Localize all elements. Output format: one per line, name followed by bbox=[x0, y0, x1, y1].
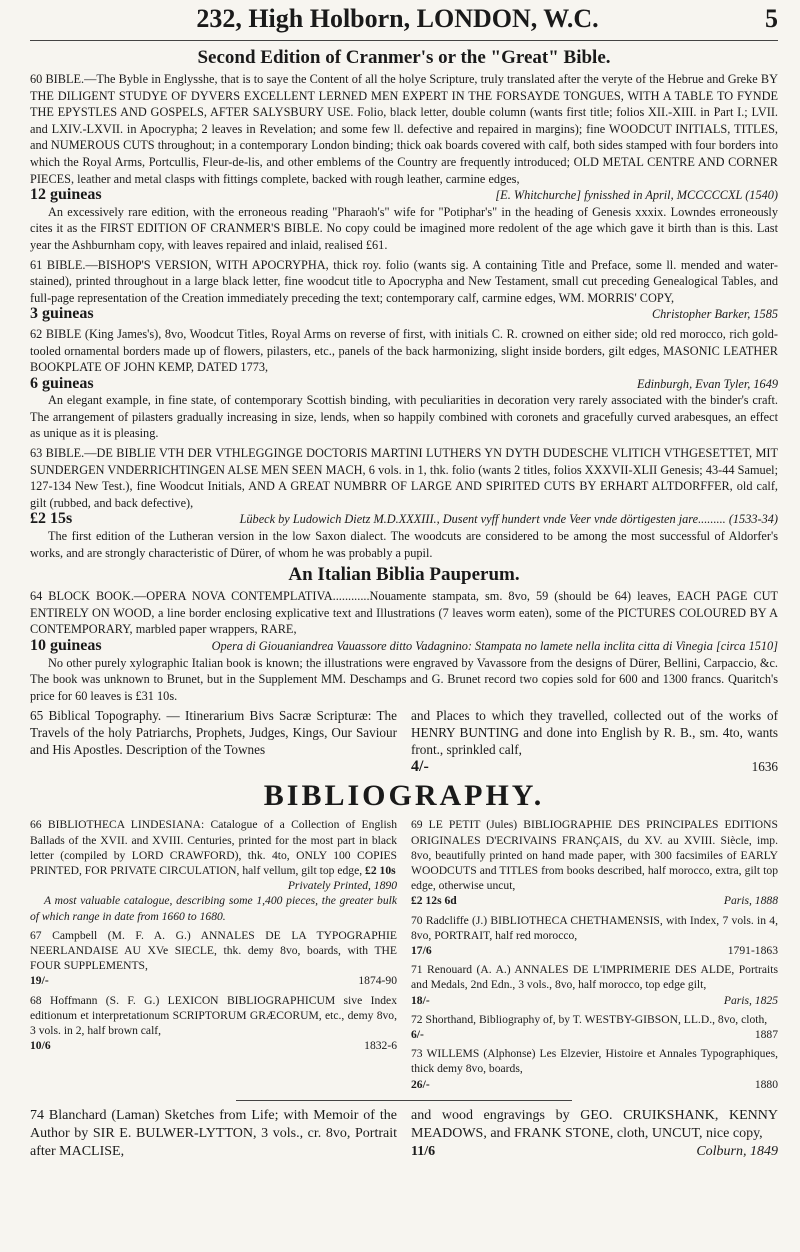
page-header-title: 232, High Holborn, LONDON, W.C. bbox=[196, 4, 599, 33]
entry-price: 11/6 bbox=[411, 1143, 436, 1159]
entry-price: 17/6 bbox=[411, 944, 432, 957]
entry-text: 63 BIBLE.—DE BIBLIE VTH DER VTHLEGGINGE DOCTORIS MARTINI LUTHERS YN DYTH DUDESCHE VLITICH VTHGESETTET, MIT SUNDERGEN VNDERRICHTINGEN ALSE MEN SEEN MACH, 6 vols. in 1, thk. folio (wants 2 titles, folios XXXVII-XLII Genesis; 43-44 Samuel; 127-134 New Test.), fine Woodcut Initials, AND A GREAT NUMBRR OF LARGE AND SPIRITED CUTS BY ERHART ALTDORFFER, old calf, gilt (rubbed, and back defective), bbox=[30, 446, 778, 510]
entry-tail bbox=[30, 376, 778, 393]
entry-tail bbox=[30, 638, 778, 655]
entry-imprint: 1887 bbox=[754, 1028, 778, 1042]
subsection-title: An Italian Biblia Pauperum. bbox=[288, 564, 520, 586]
catalogue-entry-68 bbox=[30, 993, 397, 1054]
entry-text: 60 BIBLE.—The Byble in Englysshe, that is to saye the Content of all the holye Scripture, truly translated after the veryte of the Hebrue and Greke BY THE DILIGENT STUDYE OF DYVERS EXCELLENT LERNED MEN EXPERT IN THE FORSAYDE TONGUES, WITH A TABLE TO FYNDE THE EPYSTLES AND GOSPELS, AFTER SALYSBURY USE. Folio, black letter, double column (wants first title; folios XII.-XIII. in Part I.; LVII. and LXIV.-LXVII. in Apocrypha; 2 leaves in Revelation; and some few ll. defective and repaired in margins); fine WOODCUT INITIALS, TITLES, and NUMEROUS CUTS throughout; in a contemporary London binding; thick oak boards covered with calf, both sides stamped with four borders into which the Royal Arms, Portcullis, Fleur-de-lis, and other emblems of the Country are frequently introduced; OLD METAL CENTRE AND CORNER PIECES, leather and metal clasps with fittings complete, backed with rough leather, carmine edges, bbox=[30, 72, 778, 186]
entry-text: 73 WILLEMS (Alphonse) Les Elzevier, Histoire et Annales Typographiques, thick demy 8vo, boards, bbox=[411, 1047, 778, 1076]
entry-imprint: Lübeck by Ludowich Dietz M.D.XXXIII., Dusent vyff hundert vnde Veer vnde dörtigesten jare......... (1533-34) bbox=[239, 512, 778, 527]
entry-text: 70 Radcliffe (J.) BIBLIOTHECA CHETHAMENSIS, with Index, 7 vols. in 4, 8vo, PORTRAIT, half red morocco, bbox=[411, 913, 778, 942]
entry-price: 18/- bbox=[411, 993, 430, 1007]
section-divider bbox=[236, 1100, 573, 1101]
entry-year: 1636 bbox=[751, 759, 778, 775]
catalogue-entry-72 bbox=[411, 1012, 778, 1042]
entry-74-right bbox=[411, 1107, 778, 1161]
entry-imprint: 1791-1863 bbox=[727, 944, 778, 957]
entry-imprint: Paris, 1888 bbox=[723, 894, 778, 908]
catalogue-entry-74 bbox=[30, 1107, 778, 1161]
entry-text: 62 BIBLE (King James's), 8vo, Woodcut Titles, Royal Arms on reverse of first, with initials C. R. crowned on either side; old red morocco, rich gold-tooled ornamental borders made up of flowers, pilasters, etc., panels of the back harmonizing, slight inside borders, gilt edges, MASONIC LEATHER BOOKPLATE OF JOHN KEMP, DATED 1773, bbox=[30, 326, 778, 375]
entry-65-right-text: and Places to which they travelled, collected out of the works of HENRY BUNTING and done into English by R. B., sm. 4to, wants front., sprinkled calf, bbox=[411, 708, 778, 758]
catalogue-entry-64 bbox=[30, 588, 778, 704]
entry-note: An elegant example, in fine state, of contemporary Scottish binding, with peculiarities in decoration very rarely associated with the binder's craft. The arrangement of pilasters gradually increasing in size, lends, when so happily combined with coronets and gracefully curved arabesques, an effect as unique as it is pleasing. bbox=[30, 393, 778, 441]
catalogue-entry-67 bbox=[30, 928, 397, 989]
entry-text: 64 BLOCK BOOK.—OPERA NOVA CONTEMPLATIVA............Nouamente stampata, sm. 8vo, 59 (should be 64) leaves, EACH PAGE CUT ENTIRELY ON WOOD, a line border enclosing explicative text and Illustrations (7 leaves worm eaten), some of the PICTURES COLOURED BY A CONTEMPORARY, marbled paper wrappers, RARE, bbox=[30, 589, 778, 637]
entry-74-tail bbox=[411, 1143, 778, 1161]
entry-imprint: 1832-6 bbox=[364, 1039, 397, 1053]
entry-65-right bbox=[411, 707, 778, 775]
entry-note: No other purely xylographic Italian book is known; the illustrations were engraved by Vavassore from the designs of Dürer, Bellini, Carpaccio, &c. The book was unknown to Brunet, but in the Supplement MM. Deschamps and G. Brunet record two copies sold for 600 and 1300 francs. Quaritch's price for 60 leaves is £31 10s. bbox=[30, 655, 778, 703]
entry-price: £2 10s bbox=[365, 863, 396, 877]
entry-note: An excessively rare edition, with the erroneous reading "Pharaoh's" wife for "Potiphar's" in the heading of Genesis xxxix. Lowndes erroneously cites it as the FIRST EDITION OF CRANMER'S BIBLE. No copy could be imagined more redolent of the age which gave it birth than is this. Last year the Ashburnham copy, with leaves repaired and inlaid, realised £61. bbox=[30, 204, 778, 252]
catalogue-entry-69 bbox=[411, 817, 778, 908]
entry-text: 67 Campbell (M. F. A. G.) ANNALES DE LA TYPOGRAPHIE NEERLANDAISE AU XVe SIECLE, thk. demy 8vo, boards, with THE FOUR SUPPLEMENTS, bbox=[30, 928, 397, 973]
entry-imprint: Opera di Giouaniandrea Vauassore ditto Vadagnino: Stampata no lamete nella inclita citta di Vinegia [circa 1510] bbox=[211, 639, 778, 653]
entry-note: The first edition of the Lutheran version in the low Saxon dialect. The woodcuts are considered to be among the most successful of Aldorfer's works, and are strongly characteristic of Dürer, of whom he was probably a pupil. bbox=[30, 529, 778, 560]
entry-price: 10 guineas bbox=[30, 637, 102, 654]
catalogue-entry-60 bbox=[30, 71, 778, 254]
catalogue-entry-62 bbox=[30, 326, 778, 442]
entry-imprint: Christopher Barker, 1585 bbox=[651, 307, 778, 322]
bibliography-right-column bbox=[411, 817, 778, 1095]
section-title: Second Edition of Cranmer's or the "Great" Bible. bbox=[197, 47, 611, 68]
entry-price: 3 guineas bbox=[30, 305, 94, 323]
catalogue-entry-71 bbox=[411, 962, 778, 1008]
page-number: 5 bbox=[765, 4, 778, 33]
catalogue-entry-63 bbox=[30, 445, 778, 561]
entry-text: 68 Hoffmann (S. F. G.) LEXICON BIBLIOGRAPHICUM sive Index editionum et interpretationum SCRIPTORUM GRÆCORUM, etc., demy 8vo, 3 vols. in 2, half brown calf, bbox=[30, 993, 397, 1038]
catalogue-entry-65 bbox=[30, 707, 778, 775]
entry-65-tail bbox=[411, 758, 778, 775]
entry-text: 71 Renouard (A. A.) ANNALES DE L'IMPRIMERIE DES ALDE, Portraits and Medals, 2nd Edn., 3 vols., 8vo, half morocco, top edge gilt, bbox=[411, 963, 778, 992]
entry-imprint: Privately Printed, 1890 bbox=[287, 879, 397, 893]
entry-imprint: 1880 bbox=[754, 1077, 778, 1091]
entry-imprint: [E. Whitchurche] fynisshed in April, MCCCCCXL (1540) bbox=[495, 188, 778, 203]
entry-imprint: Colburn, 1849 bbox=[696, 1143, 778, 1159]
entry-note: A most valuable catalogue, describing some 1,400 pieces, the greater bulk of which range in date from 1660 to 1680. bbox=[30, 894, 397, 923]
entry-65-left: 65 Biblical Topography. — Itinerarium Bivs Sacræ Scripturæ: The Travels of the holy Patriarchs, Prophets, Judges, Kings, Our Saviour and His Apostles. Description of the Townes bbox=[30, 708, 397, 758]
entry-price: 4/- bbox=[411, 758, 429, 776]
entry-imprint: Edinburgh, Evan Tyler, 1649 bbox=[636, 376, 778, 391]
entry-tail bbox=[30, 511, 778, 528]
bibliography-columns bbox=[30, 817, 778, 1095]
entry-74-left: 74 Blanchard (Laman) Sketches from Life; with Memoir of the Author by SIR E. BULWER-LYTTON, 3 vols., cr. 8vo, Portrait after MACLISE, bbox=[30, 1107, 397, 1159]
entry-tail bbox=[30, 306, 778, 323]
entry-74-right-text: and wood engravings by GEO. CRUIKSHANK, KENNY MEADOWS, and FRANK STONE, cloth, UNCUT, nice copy, bbox=[411, 1107, 778, 1141]
entry-text: 69 LE PETIT (Jules) BIBLIOGRAPHIE DES PRINCIPALES EDITIONS ORIGINALES D'ECRIVAINS FRANÇAIS, du XV. au XVIII. Siècle, imp. 8vo, beautifully printed on hand made paper, with 300 facsimiles of EARLY WOODCUTS and TITLES from books described, half morocco, extra, gilt top edge, otherwise uncut, bbox=[411, 818, 778, 893]
entry-text: 61 BIBLE.—BISHOP'S VERSION, WITH APOCRYPHA, thick roy. folio (wants sig. A containing Title and Preface, some ll. mended and water-stained), printed throughout in a large black letter, fine woodcut title to Apocrypha and New Testament, small cut preceding Genealogical Tables, and full-page representation of the Creation immediately preceding the text; contemporary calf, carmine edges, WM. MORRIS' COPY, bbox=[30, 257, 778, 305]
entry-price: £2 15s bbox=[30, 510, 73, 528]
entry-text: 66 BIBLIOTHECA LINDESIANA: Catalogue of a Collection of English Ballads of the XVII. and XVIII. Centuries, printed for the most part in black letter (compiled by LORD CRAWFORD), thk. 4to, ONLY 100 COPIES PRINTED, FOR PRIVATE CIRCULATION, half vellum, gilt top edge, bbox=[30, 818, 397, 877]
entry-price: 19/- bbox=[30, 974, 49, 988]
entry-imprint: Paris, 1825 bbox=[723, 993, 778, 1007]
entry-price: 10/6 bbox=[30, 1039, 51, 1053]
entry-price: 12 guineas bbox=[30, 186, 102, 204]
catalogue-entry-66 bbox=[30, 817, 397, 923]
catalogue-entry-70 bbox=[411, 913, 778, 959]
entry-tail bbox=[30, 187, 778, 204]
running-head bbox=[30, 0, 778, 38]
entry-price: £2 12s 6d bbox=[411, 894, 457, 908]
entry-price: 6 guineas bbox=[30, 374, 94, 392]
catalogue-entry-73 bbox=[411, 1046, 778, 1092]
bibliography-left-column bbox=[30, 817, 397, 1095]
entry-price: 6/- bbox=[411, 1028, 424, 1042]
header-rule bbox=[30, 40, 778, 41]
catalogue-entry-61 bbox=[30, 257, 778, 323]
entry-imprint: 1874-90 bbox=[358, 974, 397, 988]
entry-price: 26/- bbox=[411, 1077, 430, 1091]
entry-text: 72 Shorthand, Bibliography of, by T. WESTBY-GIBSON, LL.D., 8vo, cloth, bbox=[411, 1012, 768, 1026]
bibliography-heading: BIBLIOGRAPHY. bbox=[263, 779, 545, 813]
